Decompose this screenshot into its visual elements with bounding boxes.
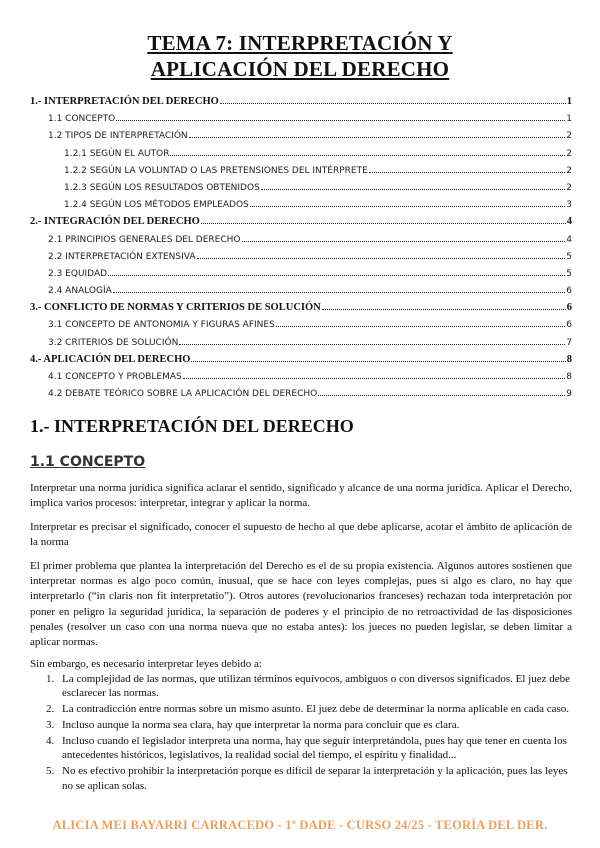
toc-entry-label: 4.2 DEBATE TEÓRICO SOBRE LA APLICACIÓN DEL DERECHO: [48, 389, 318, 400]
page-footer: ALICIA MEI BAYARRI CARRACEDO - 1º DADE - CURSO 24/25 - TEORÍA DEL DER.: [52, 818, 548, 832]
document-title-line-1: TEMA 7: INTERPRETACIÓN Y: [147, 31, 453, 55]
paragraph-sin-embargo: Sin embargo, es necesario interpretar leyes debido a:: [30, 658, 262, 670]
toc-entry-label: 4.- APLICACIÓN DEL DERECHO: [30, 353, 191, 365]
toc-page-number: 3: [566, 200, 572, 211]
toc-entry[interactable]: [30, 161, 572, 178]
toc-dot-leader: [197, 247, 566, 259]
toc-entry-label: 3.2 CRITERIOS DE SOLUCIÓN: [48, 337, 179, 348]
toc-entry-label: 1.1 CONCEPTO: [48, 114, 116, 125]
toc-page-number: 9: [566, 389, 572, 400]
toc-page-number: 2: [566, 182, 572, 193]
list-item-text: Incluso aunque la norma sea clara, hay que interpretar la norma para concluir que es clara.: [62, 719, 460, 732]
list-item-text: Incluso cuando el legislador interpreta una norma, hay que seguir interpretándola, pues hay que tener en cuenta los antecedentes históricos, legislativos, la realidad social del tiempo, el espíritu y finalidad...: [62, 735, 567, 762]
toc-page-number: 1: [566, 114, 572, 125]
toc-page-number: 1: [566, 96, 572, 107]
toc-dot-leader: [113, 281, 565, 293]
toc-entry-label: 3.- CONFLICTO DE NORMAS Y CRITERIOS DE SOLUCIÓN: [30, 302, 321, 314]
toc-entry-label: 2.- INTEGRACIÓN DEL DERECHO: [30, 216, 200, 228]
toc-entry-label: 2.3 EQUIDAD: [48, 268, 108, 279]
toc-entry-label: 1.2.3 SEGÚN LOS RESULTADOS OBTENIDOS: [64, 182, 260, 193]
toc-dot-leader: [369, 161, 566, 173]
subsection-heading: 1.1 CONCEPTO: [30, 454, 146, 470]
toc-dot-leader: [250, 195, 566, 207]
toc-entry-label: 2.4 ANALOGÍA: [48, 286, 112, 297]
toc-entry[interactable]: [30, 178, 572, 195]
toc-entry[interactable]: [30, 298, 572, 315]
list-item: [30, 718, 572, 732]
paragraph-interpretar: Interpretar es precisar el significado, conocer el supuesto de hecho al que debe aplicarse, acotar el ámbito de aplicación de la norma: [30, 521, 572, 549]
list-item-number: 2.: [46, 703, 55, 716]
toc-dot-leader: [318, 384, 565, 396]
toc-dot-leader: [201, 212, 566, 224]
toc-page-number: 8: [566, 372, 572, 382]
toc-entry[interactable]: [30, 264, 572, 281]
toc-page-number: 2: [566, 165, 572, 176]
list-item: [30, 734, 572, 762]
list-item-number: 4.: [46, 735, 55, 748]
paragraph-definition: Interpretar una norma jurídica significa aclarar el sentido, significado y alcance de una norma jurídica. Aplicar el Derecho, implica varios procesos: interpretar, integrar y aplicar la norma.: [30, 482, 572, 510]
toc-page-number: 4: [566, 216, 572, 228]
toc-entry-label: 2.1 PRINCIPIOS GENERALES DEL DERECHO: [48, 234, 241, 245]
toc-page-number: 5: [566, 251, 572, 262]
toc-page-number: 8: [566, 353, 572, 365]
toc-dot-leader: [183, 367, 566, 379]
toc-dot-leader: [322, 298, 566, 310]
list-item: [30, 672, 572, 700]
list-item-number: 1.: [46, 673, 55, 685]
toc-page-number: 6: [566, 302, 572, 314]
toc-entry[interactable]: [30, 230, 572, 247]
toc-page-number: 6: [566, 320, 572, 331]
toc-entry[interactable]: [30, 281, 572, 298]
list-item-number: 5.: [46, 765, 55, 778]
section-heading: 1.- INTERPRETACIÓN DEL DERECHO: [30, 416, 354, 436]
list-item-text: La contradicción entre normas sobre un mismo asunto. El juez debe de determinar la norma aplicable en cada caso.: [62, 703, 570, 716]
list-item-text: No es efectivo prohibir la interpretación porque es difícil de separar la interpretación y la aplicación, pues las leyes no se aplican solas.: [62, 765, 568, 792]
list-item-text: La complejidad de las normas, que utilizan términos equívocos, ambiguos o con diversos significados. El juez debe esclarecer las normas.: [62, 673, 571, 700]
list-item: [30, 702, 572, 716]
toc-entry[interactable]: [30, 109, 572, 126]
toc-dot-leader: [220, 92, 566, 104]
toc-entry[interactable]: [30, 195, 572, 212]
table-of-contents: [30, 92, 572, 401]
toc-entry-label: 1.2.1 SEGÚN EL AUTOR: [64, 148, 170, 159]
toc-page-number: 5: [566, 268, 572, 279]
document-title-line-2: APLICACIÓN DEL DERECHO: [150, 57, 450, 81]
toc-entry-label: 2.2 INTERPRETACIÓN EXTENSIVA: [48, 251, 196, 262]
list-item: [30, 764, 572, 792]
toc-entry-label: 1.2.2 SEGÚN LA VOLUNTAD O LAS PRETENSIONES DEL INTÉRPRETE: [64, 165, 368, 176]
toc-entry-label: 3.1 CONCEPTO DE ANTONOMIA Y FIGURAS AFINES: [48, 320, 275, 331]
toc-entry-label: 1.- INTERPRETACIÓN DEL DERECHO: [30, 96, 219, 107]
toc-dot-leader: [242, 230, 566, 242]
toc-page-number: 6: [566, 286, 572, 297]
toc-entry[interactable]: [30, 350, 572, 367]
toc-dot-leader: [276, 315, 565, 327]
toc-entry[interactable]: [30, 247, 572, 264]
toc-dot-leader: [261, 178, 565, 190]
toc-dot-leader: [170, 144, 565, 156]
toc-page-number: 7: [566, 337, 572, 348]
toc-page-number: 2: [566, 131, 572, 142]
toc-entry-label: 1.2.4 SEGÚN LOS MÉTODOS EMPLEADOS: [64, 200, 249, 211]
toc-entry[interactable]: [30, 92, 572, 109]
toc-dot-leader: [179, 333, 565, 345]
toc-page-number: 2: [566, 148, 572, 159]
toc-dot-leader: [189, 126, 566, 138]
toc-entry[interactable]: [30, 384, 572, 401]
toc-entry[interactable]: [30, 367, 572, 384]
toc-entry-label: 4.1 CONCEPTO Y PROBLEMAS: [48, 372, 182, 382]
toc-dot-leader: [116, 109, 565, 121]
toc-entry[interactable]: [30, 126, 572, 143]
toc-dot-leader: [108, 264, 565, 276]
toc-page-number: 4: [566, 234, 572, 245]
toc-entry[interactable]: [30, 315, 572, 332]
toc-entry[interactable]: [30, 212, 572, 229]
toc-entry-label: 1.2 TIPOS DE INTERPRETACIÓN: [48, 131, 188, 142]
list-item-number: 3.: [46, 719, 55, 732]
reasons-list: [30, 672, 572, 795]
paragraph-primer-problema: El primer problema que plantea la interpretación del Derecho es el de su propia existencia. Algunos autores sostienen que interpretar normas es algo poco común, inusual, que se hace con leyes complejas, pues si algo es claro, no hay que interpretarlo (“in claris non fit interpretatio”). Otros autores (revolucionarios franceses) rechazan toda interpretación por poner en peligro la seguridad jurídica, la separación de poderes y el principio de no retroactividad de las disposiciones penales (resolver un caso con una norma nueva que no estaba antes): los jueces no pueden legislar, se deben limitar a aplicar normas.: [30, 560, 572, 649]
toc-dot-leader: [191, 350, 565, 362]
toc-entry[interactable]: [30, 333, 572, 350]
toc-entry[interactable]: [30, 144, 572, 161]
